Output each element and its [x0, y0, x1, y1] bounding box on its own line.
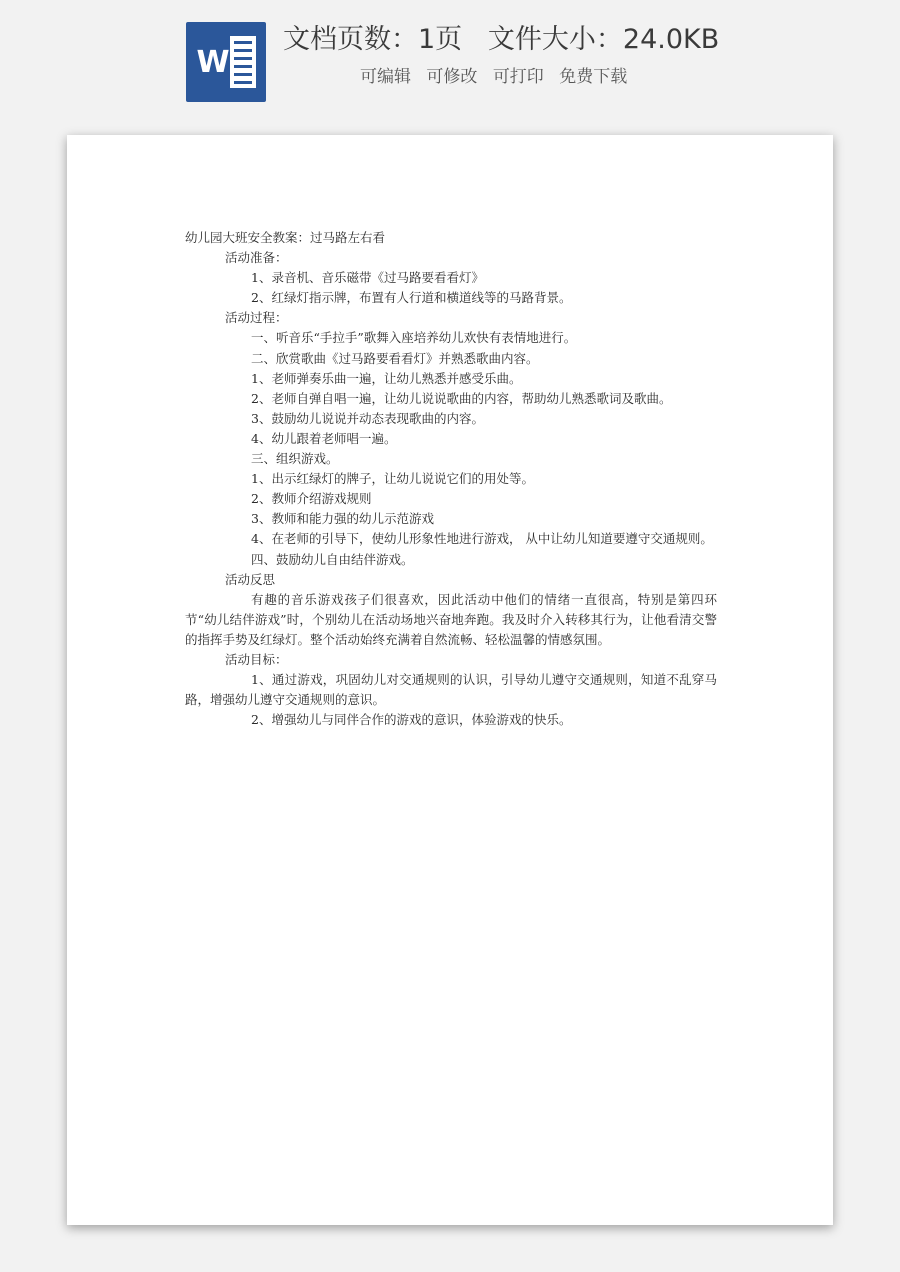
section-heading: 活动目标： [225, 651, 288, 667]
paragraph: 2、增强幼儿与同伴合作的游戏的意识，体验游戏的快乐。 [251, 712, 572, 728]
paragraph: 有趣的音乐游戏孩子们很喜欢，因此活动中他们的情绪一直很高，特别是第四环节“幼儿结伴游戏”时，个别幼儿在活动场地兴奋地奔跑。我及时介入转移其行为，让他看清交警的指挥手势及红绿灯。整个活动始终充满着自然流畅、轻松温馨的情感氛围。 [185, 591, 717, 647]
feature-modifiable: 可修改 [426, 67, 478, 87]
section-heading: 活动准备： [225, 250, 288, 266]
feature-printable: 可打印 [492, 67, 544, 87]
paragraph: 4、幼儿跟着老师唱一遍。 [251, 430, 397, 446]
paragraph: 3、鼓励幼儿说说并动态表现歌曲的内容。 [251, 410, 484, 426]
feature-free-download: 免费下载 [559, 67, 628, 87]
paragraph: 2、老师自弹自唱一遍，让幼儿说说歌曲的内容，帮助幼儿熟悉歌词及歌曲。 [251, 390, 672, 406]
word-document-icon [186, 22, 266, 102]
paragraph: 四、鼓励幼儿自由结伴游戏。 [251, 551, 414, 567]
document-title: 幼儿园大班安全教案：过马路左右看 [185, 230, 386, 245]
feature-list [360, 64, 860, 90]
document-page [67, 135, 833, 1225]
paragraph: 1、出示红绿灯的牌子，让幼儿说说它们的用处等。 [251, 471, 534, 487]
paragraph: 4、在老师的引导下，使幼儿形象性地进行游戏， 从中让幼儿知道要遵守交通规则。 [251, 531, 713, 547]
section-heading: 活动反思 [225, 571, 276, 587]
section-heading: 活动过程： [225, 310, 288, 326]
paragraph: 1、录音机、音乐磁带《过马路要看看灯》 [251, 270, 484, 286]
paragraph: 二、欣赏歌曲《过马路要看看灯》并熟悉歌曲内容。 [251, 350, 539, 366]
paragraph: 1、老师弹奏乐曲一遍，让幼儿熟悉并感受乐曲。 [251, 370, 522, 386]
paragraph: 1、通过游戏，巩固幼儿对交通规则的认识，引导幼儿遵守交通规则，知道不乱穿马路，增强幼儿遵守交通规则的意识。 [185, 672, 717, 708]
paragraph: 2、红绿灯指示牌，布置有人行道和横道线等的马路背景。 [251, 290, 572, 306]
paragraph: 2、教师介绍游戏规则 [251, 491, 372, 507]
document-info-banner [0, 0, 900, 130]
document-body [185, 228, 717, 730]
feature-editable: 可编辑 [360, 67, 411, 87]
paragraph: 三、组织游戏。 [251, 451, 339, 467]
paragraph: 一、听音乐“手拉手”歌舞入座培养幼儿欢快有表情地进行。 [251, 330, 577, 346]
paragraph: 3、教师和能力强的幼儿示范游戏 [251, 511, 434, 527]
document-stats: 文档页数：1页 文件大小：24.0KB [283, 24, 720, 55]
word-logo-letter: W [196, 45, 230, 80]
